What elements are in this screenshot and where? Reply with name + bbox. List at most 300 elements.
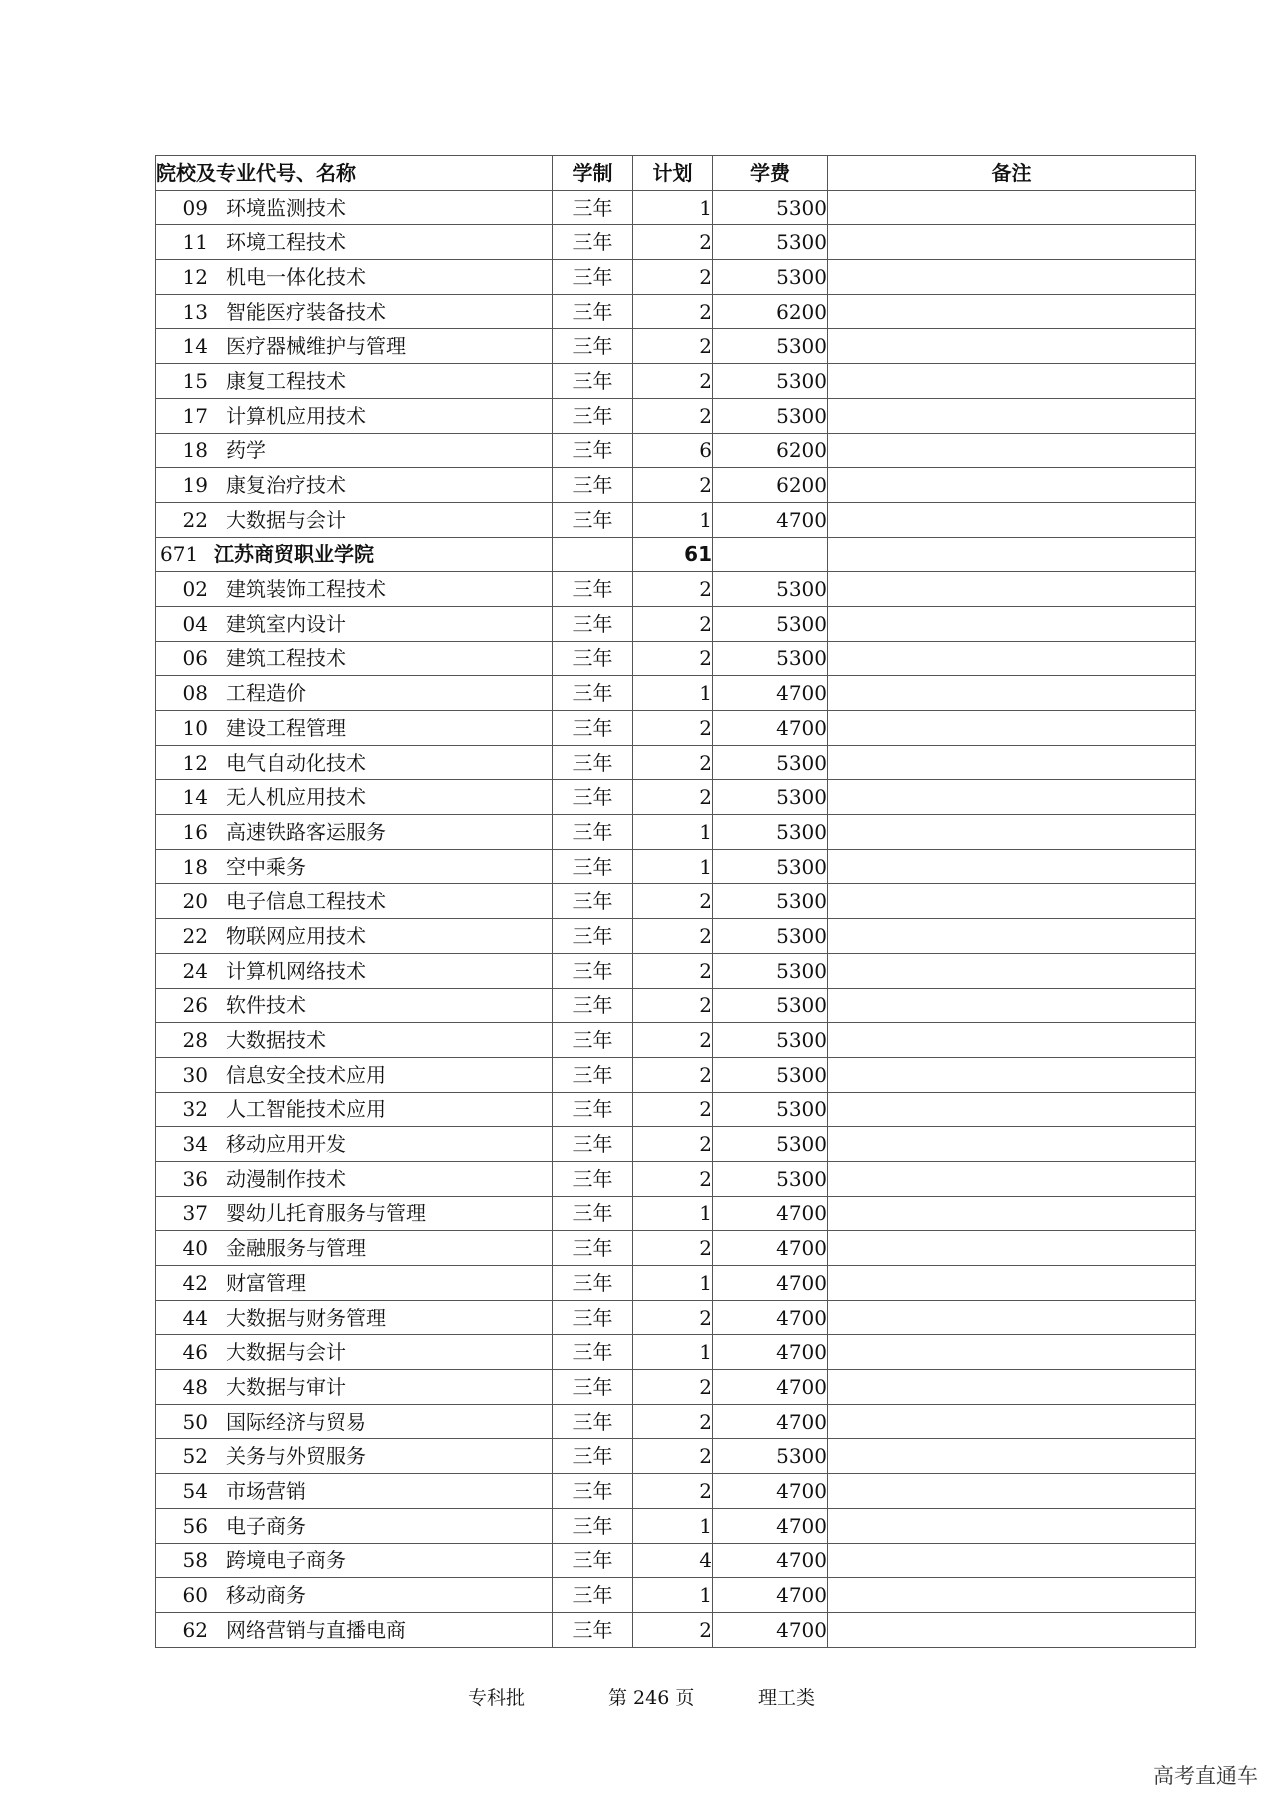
major-name: 电子信息工程技术 (226, 889, 386, 914)
major-name: 国际经济与贸易 (226, 1409, 366, 1434)
name-cell (156, 260, 553, 295)
note-cell (828, 1508, 1196, 1543)
study-length-cell: 三年 (553, 919, 633, 954)
plan-count-cell: 2 (633, 953, 713, 988)
major-code: 06 (182, 646, 208, 671)
major-code: 46 (182, 1340, 208, 1365)
footer-category: 理工类 (758, 1687, 816, 1709)
major-name: 移动商务 (226, 1583, 306, 1608)
plan-count-cell: 2 (633, 1127, 713, 1162)
note-cell (828, 745, 1196, 780)
study-length-cell (553, 537, 633, 572)
watermark-logo-text: 高考直通车 (1153, 1764, 1258, 1788)
major-name: 大数据与财务管理 (226, 1305, 386, 1330)
major-code: 18 (182, 854, 208, 879)
plan-count-cell: 2 (633, 294, 713, 329)
plan-count-cell: 2 (633, 1023, 713, 1058)
note-cell (828, 433, 1196, 468)
header-plan: 计划 (633, 156, 713, 191)
tuition-fee-cell: 5300 (713, 641, 828, 676)
major-code: 12 (182, 264, 208, 289)
table-row (156, 815, 1196, 850)
admission-plan-table (155, 155, 1196, 1648)
study-length-cell: 三年 (553, 1474, 633, 1509)
note-cell (828, 988, 1196, 1023)
table-row (156, 260, 1196, 295)
note-cell (828, 1335, 1196, 1370)
name-cell (156, 711, 553, 746)
note-cell (828, 1370, 1196, 1405)
name-cell (156, 745, 553, 780)
tuition-fee-cell: 5300 (713, 745, 828, 780)
major-name: 智能医疗装备技术 (226, 299, 386, 324)
major-code: 30 (182, 1062, 208, 1087)
note-cell (828, 398, 1196, 433)
major-name: 市场营销 (226, 1478, 306, 1503)
tuition-fee-cell: 4700 (713, 1404, 828, 1439)
major-code: 52 (182, 1444, 208, 1469)
major-name: 物联网应用技术 (226, 923, 366, 948)
major-code: 13 (182, 299, 208, 324)
major-name: 动漫制作技术 (226, 1166, 346, 1191)
plan-count-cell: 2 (633, 1057, 713, 1092)
table-row (156, 1023, 1196, 1058)
header-fee: 学费 (713, 156, 828, 191)
name-cell (156, 1092, 553, 1127)
plan-count-cell: 1 (633, 1196, 713, 1231)
plan-count-cell: 2 (633, 641, 713, 676)
study-length-cell: 三年 (553, 1196, 633, 1231)
school-row (156, 537, 1196, 572)
note-cell (828, 711, 1196, 746)
major-code: 20 (182, 889, 208, 914)
major-code: 19 (182, 473, 208, 498)
study-length-cell: 三年 (553, 225, 633, 260)
study-length-cell: 三年 (553, 1439, 633, 1474)
tuition-fee-cell: 5300 (713, 329, 828, 364)
note-cell (828, 953, 1196, 988)
major-name: 跨境电子商务 (226, 1548, 346, 1573)
table-row (156, 1335, 1196, 1370)
note-cell (828, 190, 1196, 225)
tuition-fee-cell: 5300 (713, 1023, 828, 1058)
major-name: 建筑室内设计 (226, 611, 346, 636)
tuition-fee-cell: 5300 (713, 849, 828, 884)
tuition-fee-cell: 4700 (713, 1543, 828, 1578)
major-name: 大数据与审计 (226, 1374, 346, 1399)
study-length-cell: 三年 (553, 294, 633, 329)
major-code: 17 (182, 403, 208, 428)
study-length-cell: 三年 (553, 1057, 633, 1092)
name-cell (156, 1300, 553, 1335)
note-cell (828, 1404, 1196, 1439)
school-code: 671 (160, 542, 199, 567)
tuition-fee-cell: 5300 (713, 1092, 828, 1127)
note-cell (828, 572, 1196, 607)
major-name: 环境工程技术 (226, 230, 346, 255)
major-code: 09 (182, 195, 208, 220)
name-cell (156, 1578, 553, 1613)
name-cell (156, 1196, 553, 1231)
note-cell (828, 1023, 1196, 1058)
study-length-cell: 三年 (553, 1092, 633, 1127)
plan-count-cell: 2 (633, 745, 713, 780)
major-name: 空中乘务 (226, 854, 306, 879)
study-length-cell: 三年 (553, 815, 633, 850)
tuition-fee-cell: 5300 (713, 190, 828, 225)
major-code: 26 (182, 993, 208, 1018)
tuition-fee-cell (713, 537, 828, 572)
plan-count-cell: 1 (633, 1508, 713, 1543)
study-length-cell: 三年 (553, 1231, 633, 1266)
note-cell (828, 1612, 1196, 1647)
major-code: 58 (182, 1548, 208, 1573)
tuition-fee-cell: 5300 (713, 884, 828, 919)
name-cell (156, 1231, 553, 1266)
plan-count-cell: 2 (633, 919, 713, 954)
table-row (156, 884, 1196, 919)
major-name: 计算机应用技术 (226, 403, 366, 428)
tuition-fee-cell: 5300 (713, 260, 828, 295)
major-code: 36 (182, 1166, 208, 1191)
tuition-fee-cell: 6200 (713, 294, 828, 329)
footer-page-number: 第 246 页 (608, 1687, 695, 1709)
major-name: 关务与外贸服务 (226, 1444, 366, 1469)
note-cell (828, 1057, 1196, 1092)
study-length-cell: 三年 (553, 1161, 633, 1196)
major-code: 24 (182, 958, 208, 983)
major-name: 建设工程管理 (226, 715, 346, 740)
plan-count-cell: 4 (633, 1543, 713, 1578)
study-length-cell: 三年 (553, 1335, 633, 1370)
study-length-cell: 三年 (553, 1127, 633, 1162)
study-length-cell: 三年 (553, 1578, 633, 1613)
table-row (156, 364, 1196, 399)
tuition-fee-cell: 4700 (713, 1370, 828, 1405)
study-length-cell: 三年 (553, 398, 633, 433)
table-row (156, 1161, 1196, 1196)
note-cell (828, 884, 1196, 919)
table-row (156, 1300, 1196, 1335)
name-cell (156, 468, 553, 503)
major-name: 电子商务 (226, 1513, 306, 1538)
major-code: 56 (182, 1513, 208, 1538)
major-name: 婴幼儿托育服务与管理 (226, 1201, 426, 1226)
study-length-cell: 三年 (553, 572, 633, 607)
major-name: 环境监测技术 (226, 195, 346, 220)
note-cell (828, 1578, 1196, 1613)
plan-count-cell: 2 (633, 1439, 713, 1474)
plan-count-cell: 2 (633, 260, 713, 295)
major-name: 电气自动化技术 (226, 750, 366, 775)
plan-count-cell: 2 (633, 1092, 713, 1127)
table-row (156, 329, 1196, 364)
major-code: 62 (182, 1617, 208, 1642)
major-code: 50 (182, 1409, 208, 1434)
plan-count-cell: 1 (633, 815, 713, 850)
tuition-fee-cell: 6200 (713, 433, 828, 468)
plan-count-cell: 1 (633, 676, 713, 711)
plan-count-cell: 2 (633, 711, 713, 746)
name-cell (156, 1508, 553, 1543)
name-cell (156, 606, 553, 641)
tuition-fee-cell: 4700 (713, 711, 828, 746)
name-cell (156, 1127, 553, 1162)
tuition-fee-cell: 4700 (713, 1335, 828, 1370)
name-cell (156, 537, 553, 572)
tuition-fee-cell: 5300 (713, 225, 828, 260)
plan-count-cell: 2 (633, 780, 713, 815)
note-cell (828, 919, 1196, 954)
major-code: 10 (182, 715, 208, 740)
table-row (156, 780, 1196, 815)
note-cell (828, 1092, 1196, 1127)
name-cell (156, 919, 553, 954)
plan-count-cell: 2 (633, 329, 713, 364)
tuition-fee-cell: 6200 (713, 468, 828, 503)
note-cell (828, 1474, 1196, 1509)
study-length-cell: 三年 (553, 711, 633, 746)
tuition-fee-cell: 4700 (713, 1231, 828, 1266)
note-cell (828, 468, 1196, 503)
name-cell (156, 1370, 553, 1405)
tuition-fee-cell: 4700 (713, 1266, 828, 1301)
plan-count-cell: 1 (633, 502, 713, 537)
name-cell (156, 815, 553, 850)
major-code: 14 (182, 785, 208, 810)
study-length-cell: 三年 (553, 260, 633, 295)
plan-count-cell: 6 (633, 433, 713, 468)
header-length: 学制 (553, 156, 633, 191)
school-name: 江苏商贸职业学院 (214, 542, 374, 567)
major-name: 建筑装饰工程技术 (226, 577, 386, 602)
plan-count-cell: 2 (633, 1161, 713, 1196)
plan-count-cell: 1 (633, 1578, 713, 1613)
tuition-fee-cell: 5300 (713, 1439, 828, 1474)
major-code: 18 (182, 438, 208, 463)
tuition-fee-cell: 5300 (713, 953, 828, 988)
note-cell (828, 225, 1196, 260)
tuition-fee-cell: 5300 (713, 919, 828, 954)
tuition-fee-cell: 5300 (713, 572, 828, 607)
table-row (156, 1092, 1196, 1127)
name-cell (156, 780, 553, 815)
tuition-fee-cell: 5300 (713, 1161, 828, 1196)
header-name: 院校及专业代号、名称 (156, 156, 553, 191)
major-code: 04 (182, 611, 208, 636)
major-name: 机电一体化技术 (226, 264, 366, 289)
table-row (156, 1439, 1196, 1474)
table-row (156, 433, 1196, 468)
note-cell (828, 780, 1196, 815)
name-cell (156, 676, 553, 711)
tuition-fee-cell: 5300 (713, 364, 828, 399)
note-cell (828, 606, 1196, 641)
footer-batch: 专科批 (468, 1687, 526, 1709)
major-code: 15 (182, 368, 208, 393)
major-code: 42 (182, 1270, 208, 1295)
major-name: 财富管理 (226, 1270, 306, 1295)
major-name: 大数据技术 (226, 1028, 326, 1053)
name-cell (156, 572, 553, 607)
name-cell (156, 1057, 553, 1092)
major-code: 22 (182, 507, 208, 532)
study-length-cell: 三年 (553, 884, 633, 919)
major-code: 12 (182, 750, 208, 775)
major-name: 网络营销与直播电商 (226, 1617, 406, 1642)
table-row (156, 711, 1196, 746)
study-length-cell: 三年 (553, 780, 633, 815)
plan-count-cell: 2 (633, 988, 713, 1023)
major-name: 软件技术 (226, 993, 306, 1018)
name-cell (156, 364, 553, 399)
table-row (156, 676, 1196, 711)
name-cell (156, 1161, 553, 1196)
plan-count-cell: 2 (633, 1231, 713, 1266)
major-code: 48 (182, 1374, 208, 1399)
plan-count-cell: 1 (633, 1266, 713, 1301)
name-cell (156, 1543, 553, 1578)
table-row (156, 1127, 1196, 1162)
study-length-cell: 三年 (553, 1404, 633, 1439)
major-name: 信息安全技术应用 (226, 1062, 386, 1087)
study-length-cell: 三年 (553, 641, 633, 676)
tuition-fee-cell: 5300 (713, 1057, 828, 1092)
table-row (156, 745, 1196, 780)
note-cell (828, 1300, 1196, 1335)
note-cell (828, 329, 1196, 364)
name-cell (156, 1612, 553, 1647)
study-length-cell: 三年 (553, 745, 633, 780)
note-cell (828, 537, 1196, 572)
note-cell (828, 1196, 1196, 1231)
note-cell (828, 364, 1196, 399)
plan-count-cell: 1 (633, 1335, 713, 1370)
major-code: 32 (182, 1097, 208, 1122)
tuition-fee-cell: 4700 (713, 1196, 828, 1231)
study-length-cell: 三年 (553, 468, 633, 503)
table-row (156, 398, 1196, 433)
table-row (156, 1612, 1196, 1647)
note-cell (828, 676, 1196, 711)
name-cell (156, 1335, 553, 1370)
note-cell (828, 294, 1196, 329)
table-row (156, 988, 1196, 1023)
table-row (156, 953, 1196, 988)
study-length-cell: 三年 (553, 190, 633, 225)
table-row (156, 1578, 1196, 1613)
table-row (156, 849, 1196, 884)
major-name: 高速铁路客运服务 (226, 819, 386, 844)
plan-count-cell: 2 (633, 1370, 713, 1405)
table-row (156, 641, 1196, 676)
name-cell (156, 329, 553, 364)
name-cell (156, 1023, 553, 1058)
major-code: 02 (182, 577, 208, 602)
study-length-cell: 三年 (553, 676, 633, 711)
plan-count-cell: 2 (633, 606, 713, 641)
major-name: 计算机网络技术 (226, 958, 366, 983)
table-row (156, 468, 1196, 503)
plan-count-cell: 2 (633, 1474, 713, 1509)
table-row (156, 502, 1196, 537)
major-name: 工程造价 (226, 681, 306, 706)
tuition-fee-cell: 5300 (713, 1127, 828, 1162)
tuition-fee-cell: 4700 (713, 1300, 828, 1335)
major-code: 37 (182, 1201, 208, 1226)
tuition-fee-cell: 4700 (713, 1612, 828, 1647)
plan-count-cell: 2 (633, 468, 713, 503)
study-length-cell: 三年 (553, 1612, 633, 1647)
name-cell (156, 884, 553, 919)
major-name: 大数据与会计 (226, 507, 346, 532)
table-row (156, 572, 1196, 607)
tuition-fee-cell: 4700 (713, 502, 828, 537)
study-length-cell: 三年 (553, 329, 633, 364)
table-row (156, 1508, 1196, 1543)
tuition-fee-cell: 4700 (713, 1508, 828, 1543)
study-length-cell: 三年 (553, 364, 633, 399)
name-cell (156, 225, 553, 260)
plan-count-cell: 1 (633, 190, 713, 225)
name-cell (156, 1439, 553, 1474)
plan-count-cell: 2 (633, 364, 713, 399)
tuition-fee-cell: 5300 (713, 815, 828, 850)
tuition-fee-cell: 5300 (713, 398, 828, 433)
plan-count-cell: 61 (633, 537, 713, 572)
study-length-cell: 三年 (553, 849, 633, 884)
plan-count-cell: 2 (633, 398, 713, 433)
tuition-fee-cell: 4700 (713, 676, 828, 711)
note-cell (828, 1161, 1196, 1196)
major-name: 医疗器械维护与管理 (226, 334, 406, 359)
table-row (156, 1404, 1196, 1439)
name-cell (156, 988, 553, 1023)
major-name: 建筑工程技术 (226, 646, 346, 671)
table-row (156, 1474, 1196, 1509)
name-cell (156, 953, 553, 988)
name-cell (156, 1266, 553, 1301)
plan-count-cell: 2 (633, 225, 713, 260)
plan-count-cell: 2 (633, 1300, 713, 1335)
table-row (156, 1370, 1196, 1405)
major-code: 54 (182, 1478, 208, 1503)
major-name: 无人机应用技术 (226, 785, 366, 810)
major-name: 金融服务与管理 (226, 1236, 366, 1261)
table-row (156, 1057, 1196, 1092)
header-note: 备注 (828, 156, 1196, 191)
major-name: 大数据与会计 (226, 1340, 346, 1365)
name-cell (156, 849, 553, 884)
tuition-fee-cell: 5300 (713, 988, 828, 1023)
note-cell (828, 260, 1196, 295)
plan-count-cell: 1 (633, 849, 713, 884)
major-code: 34 (182, 1132, 208, 1157)
major-code: 08 (182, 681, 208, 706)
table-row (156, 1231, 1196, 1266)
major-name: 人工智能技术应用 (226, 1097, 386, 1122)
study-length-cell: 三年 (553, 1266, 633, 1301)
table-row (156, 919, 1196, 954)
major-code: 11 (182, 230, 208, 255)
plan-count-cell: 2 (633, 884, 713, 919)
note-cell (828, 1231, 1196, 1266)
study-length-cell: 三年 (553, 1023, 633, 1058)
name-cell (156, 294, 553, 329)
major-code: 40 (182, 1236, 208, 1261)
note-cell (828, 1266, 1196, 1301)
major-code: 14 (182, 334, 208, 359)
